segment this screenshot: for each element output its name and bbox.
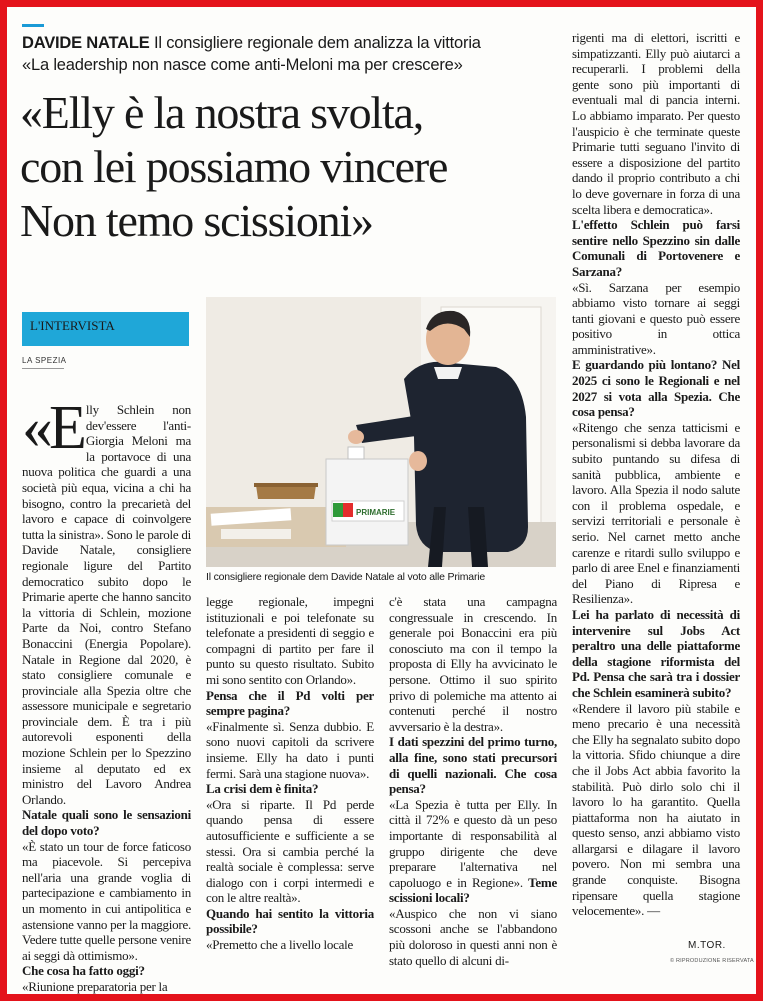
kicker-text: Il consigliere regionale dem analizza la vittoria	[153, 34, 481, 52]
answer-2-start: «Riunione preparatoria per la	[22, 978, 168, 994]
dropcap: «E	[22, 394, 83, 462]
answer-8: «Sì. Sarzana per esempio abbiamo visto tornare ai seggi tanti giovani e questo può essere positivo in ottica amministrative».	[572, 279, 740, 357]
answer-6-text: «La Spezia è tutta per Elly. In città il 72% e questo dà un peso importante di responsabilità al gruppo dirigente che deve preparare l'alternativa nel capoluogo e in Regione».	[389, 796, 557, 890]
answer-6	[389, 797, 557, 906]
headline-line-1: «Elly è la nostra svolta,	[20, 87, 424, 138]
kicker-author: DAVIDE NATALE	[22, 34, 150, 52]
headline-line-3: Non temo scissioni»	[20, 195, 373, 246]
answer-5-start: «Premetto che a livello locale	[206, 937, 353, 953]
answer-4: «Ora si riparte. Il Pd perde quando pensa di essere autosufficiente e sufficiente a se stessi. Ora si cambia perché la realtà sociale è complessa: serve dialogo con i corpi intermedi e con le altre realtà».	[206, 796, 374, 906]
rights-notice: © RIPRODUZIONE RISERVATA	[670, 958, 754, 964]
question-7: Teme scissioni locali?	[389, 874, 558, 906]
photo-illustration	[206, 297, 556, 567]
lead-paragraph: lly Schlein non dev'essere l'anti-Giorgia Meloni ma la portavoce di una nuova politica che guardi a una società più equa, vicina a chi ha bisogno, contro la precarietà del lavoro e capace di coinvolgere tutta la sinistra». Sono le parole di Davide Natale, consigliere regionale ligure del Partito democratico subito dopo le Primarie aperte che hanno sancito la vittoria di Schlein, mozione Parte da Noi, contro Stefano Bonaccini (Energia Popolare). Natale in Regione dal 2020, è stato consigliere comunale e provinciale alla Spezia oltre che assessore municipale e segretario provinciale dem. È tra i più autorevoli esponenti della mozione Schlein per lo Spezzino insieme al deputato ed ex ministro del Lavoro Andrea Orlando.	[22, 402, 191, 807]
question-6: I dati spezzini del primo turno, alla fine, sono stati precursori di quelli nazionali. Che cosa pensa?	[389, 734, 557, 797]
question-8: L'effetto Schlein può farsi sentire nello Spezzino sin dalle Comunali di Portovenere e Sarzana?	[572, 217, 740, 279]
question-2: Che cosa ha fatto oggi?	[22, 963, 145, 979]
question-9: E guardando più lontano? Nel 2025 ci sono le Regionali e nel 2027 si vota alla Spezia. Che cosa pensa?	[572, 357, 740, 420]
answer-7-end: rigenti ma di elettori, iscritti e simpatizzanti. Elly può aiutarci a recuperarli. I problemi della gente sono più importanti di eventuali mal di pancia interni. Lo abbiamo imparato. Per questo l'auspicio è che terminate queste Primarie tutti seguano l'invito di essere a disposizione del partito dando il proprio contributo a chi lo deve governare in forza di una scelta libera e democratica».	[572, 30, 740, 217]
question-1: Natale quali sono le sensazioni del dopo voto?	[22, 807, 191, 839]
author-signature: M.TOR.	[688, 940, 726, 951]
answer-10: «Rendere il lavoro più stabile e meno precario è una necessità che Elly ha segnalato subito dopo la vittoria. Sfido chiunque a dire che il Jobs Act abbia favorito la stabilità. Può dirlo solo chi il lavoro lo ha garantito. Quella piattaforma non ha aiutato in questo senso, anzi abbiamo visto allargarsi e dilagare il lavoro povero. Non mi sembra una grande conquiste. Bisogna ripensare quella stagione velocemente». —	[572, 700, 740, 919]
headline	[20, 86, 565, 248]
article-column-3	[389, 594, 557, 968]
kicker-quote: «La leadership non nasce come anti-Meloni ma per crescere»	[22, 56, 463, 74]
article-column-1	[22, 394, 191, 995]
article-column-4	[572, 30, 740, 919]
answer-7-start: «Auspico che non vi siano scossoni anche se l'abbandono più doloroso in questi anni non è stato quello di alcuni di-	[389, 905, 557, 968]
answer-9: «Ritengo che senza tatticismi e personalismi si debba lavorare da subito puntando su difesa di sanità pubblica, ambiente e lavoro. Alla Spezia il nodo salute con il problema ospedale, e servizi territoriali e personale è serio. Nel carnet metto anche carenze e ritardi sullo sviluppo e parlo di aree Enel e finanziamenti del Piano di Ripresa e Resilienza».	[572, 419, 740, 607]
dateline-rule	[22, 368, 64, 369]
answer-1: «È stato un tour de force faticoso ma piacevole. Si percepiva nell'aria una grande voglia di partecipazione e cambiamento in un momento in cui antipolitica e astensione vanno per la maggiore. Vedere tutte quelle persone venire ai seggi dà ottimismo».	[22, 838, 191, 963]
answer-2-end: legge regionale, impegni istituzionali e poi telefonate su telefonate a presidenti di seggio e compagni di partito per fare il punto su questo risultato. Subito mi sono sentito con Orlando».	[206, 594, 374, 687]
article-column-2	[206, 594, 374, 953]
article-photo	[206, 297, 556, 567]
kicker	[22, 32, 552, 76]
dateline: LA SPEZIA	[22, 356, 67, 365]
question-3: Pensa che il Pd volti per sempre pagina?	[206, 687, 374, 719]
answer-5-end: c'è stata una campagna congressuale in crescendo. In generale poi Bonaccini era più conosciuto ma con il tempo la proposta di Elly ha avvicinato le persone. Ottimo il suo spirito privo di polemiche ma attento ai contenuti perché il nostro avversario è la destra».	[389, 594, 557, 734]
kicker-rule	[22, 24, 44, 27]
question-4: La crisi dem è finita?	[206, 781, 319, 797]
question-5: Quando hai sentito la vittoria possibile?	[206, 905, 374, 937]
photo-caption: Il consigliere regionale dem Davide Natale al voto alle Primarie	[206, 571, 486, 583]
section-label: L'INTERVISTA	[22, 312, 189, 346]
article-lead	[22, 394, 191, 807]
headline-line-2: con lei possiamo vincere	[20, 141, 448, 192]
question-10: Lei ha parlato di necessità di intervenire sul Jobs Act peraltro una delle piattaforme della stagione riformista del Pd. Pensa che sarà tra i dossier che Schlein esaminerà subito?	[572, 606, 740, 700]
ballot-box-text: PRIMARIE	[356, 508, 396, 517]
answer-3: «Finalmente sì. Senza dubbio. E sono nuovi capitoli da scrivere insieme. Elly ha dato i punti fermi. Sarà una stagione nuova».	[206, 718, 374, 781]
